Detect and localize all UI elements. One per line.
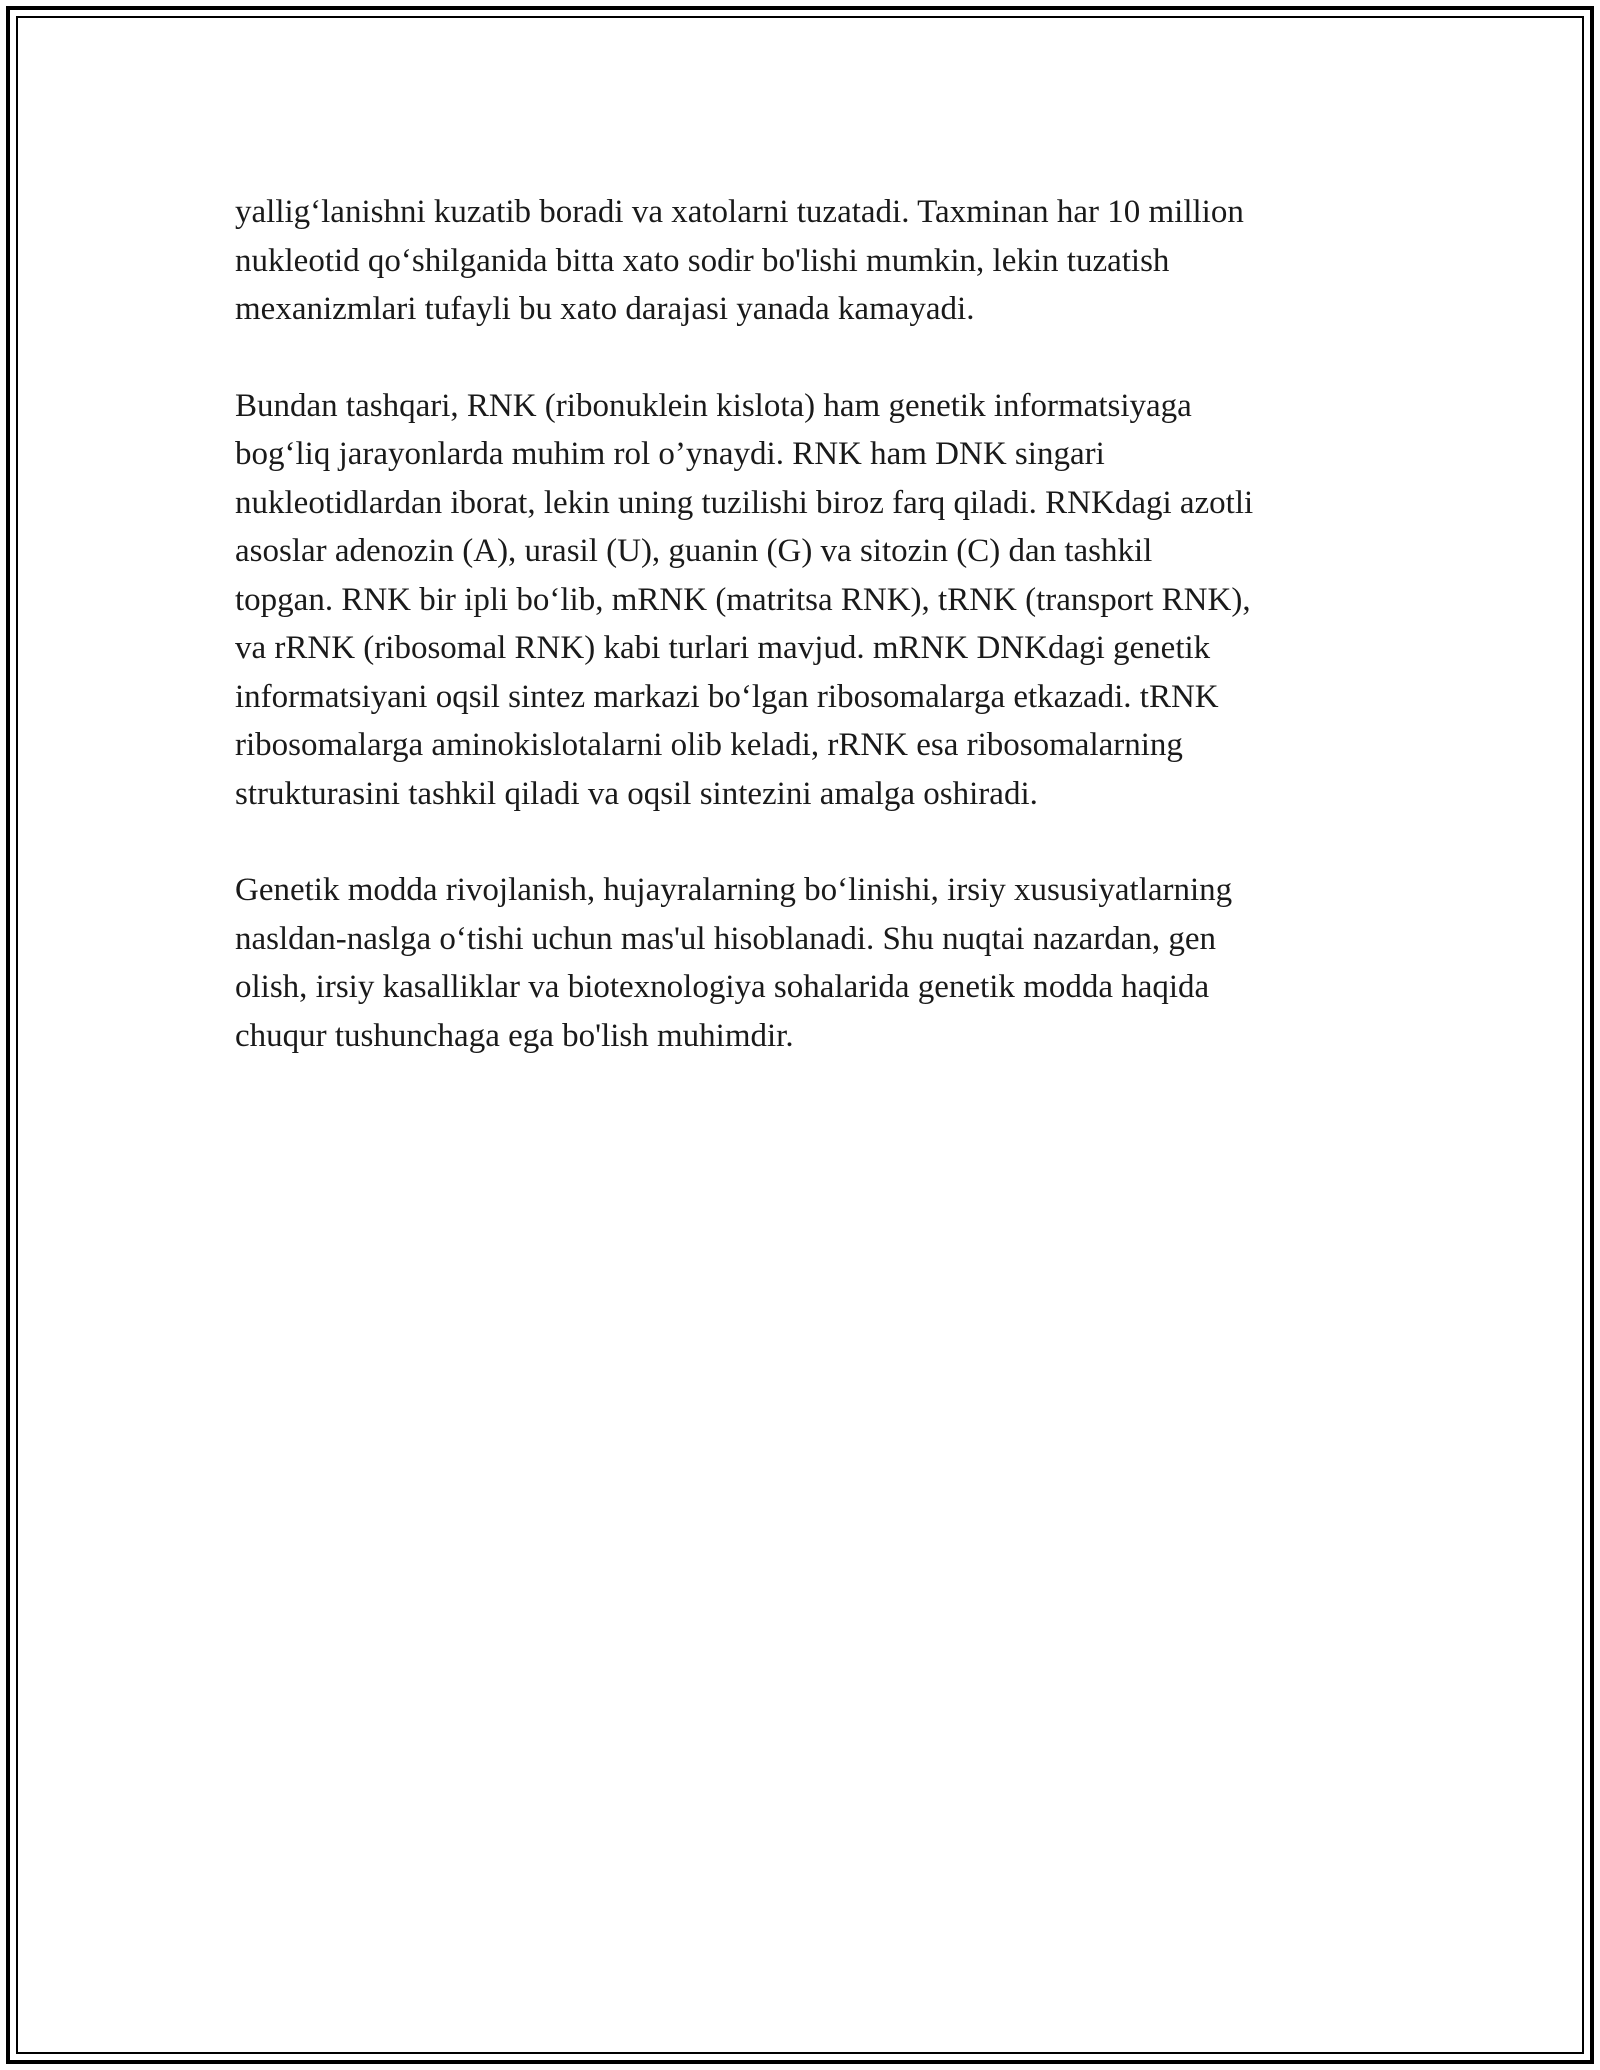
text-line: asoslar adenozin (A), urasil (U), guanin (G) va sitozin (C) dan tashkil (235, 533, 1153, 569)
text-line: Bundan tashqari, RNK (ribonuklein kislota) ham genetik informatsiyaga (235, 387, 1192, 424)
text-line: Genetik modda rivojlanish, hujayralarning bo‘linishi, irsiy xususiyatlarning (235, 872, 1233, 908)
text-line: bog‘liq jarayonlarda muhim rol o’ynaydi. RNK ham DNK singari (235, 436, 1105, 472)
text-line: nukleotid qo‘shilganida bitta xato sodir bo'lishi mumkin, lekin tuzatish (235, 242, 1170, 279)
document-body (235, 188, 1375, 1108)
text-line: nasldan-naslga o‘tishi uchun mas'ul hisoblanadi. Shu nuqtai nazardan, gen (235, 920, 1217, 957)
text-line: va rRNK (ribosomal RNK) kabi turlari mavjud. mRNK DNKdagi genetik (235, 630, 1211, 666)
paragraph-rna (235, 382, 1375, 819)
paragraph-genetic-material (235, 866, 1375, 1060)
text-line: mexanizmlari tufayli bu xato darajasi yanada kamayadi. (235, 291, 975, 327)
text-line: topgan. RNK bir ipli bo‘lib, mRNK (matritsa RNK), tRNK (transport RNK), (235, 581, 1251, 618)
text-line: informatsiyani oqsil sintez markazi bo‘lgan ribosomalarga etkazadi. tRNK (235, 678, 1219, 715)
text-line: chuqur tushunchaga ega bo'lish muhimdir. (235, 1017, 794, 1054)
text-line: yallig‘lanishni kuzatib boradi va xatolarni tuzatadi. Taxminan har 10 million (235, 194, 1244, 230)
text-line: olish, irsiy kasalliklar va biotexnologiya sohalarida genetik modda haqida (235, 969, 1210, 1005)
paragraph-error-correction (235, 188, 1375, 334)
text-line: strukturasini tashkil qiladi va oqsil sintezini amalga oshiradi. (235, 775, 1038, 812)
text-line: ribosomalarga aminokislotalarni olib keladi, rRNK esa ribosomalarning (235, 727, 1183, 763)
text-line: nukleotidlardan iborat, lekin uning tuzilishi biroz farq qiladi. RNKdagi azotli (235, 484, 1254, 521)
